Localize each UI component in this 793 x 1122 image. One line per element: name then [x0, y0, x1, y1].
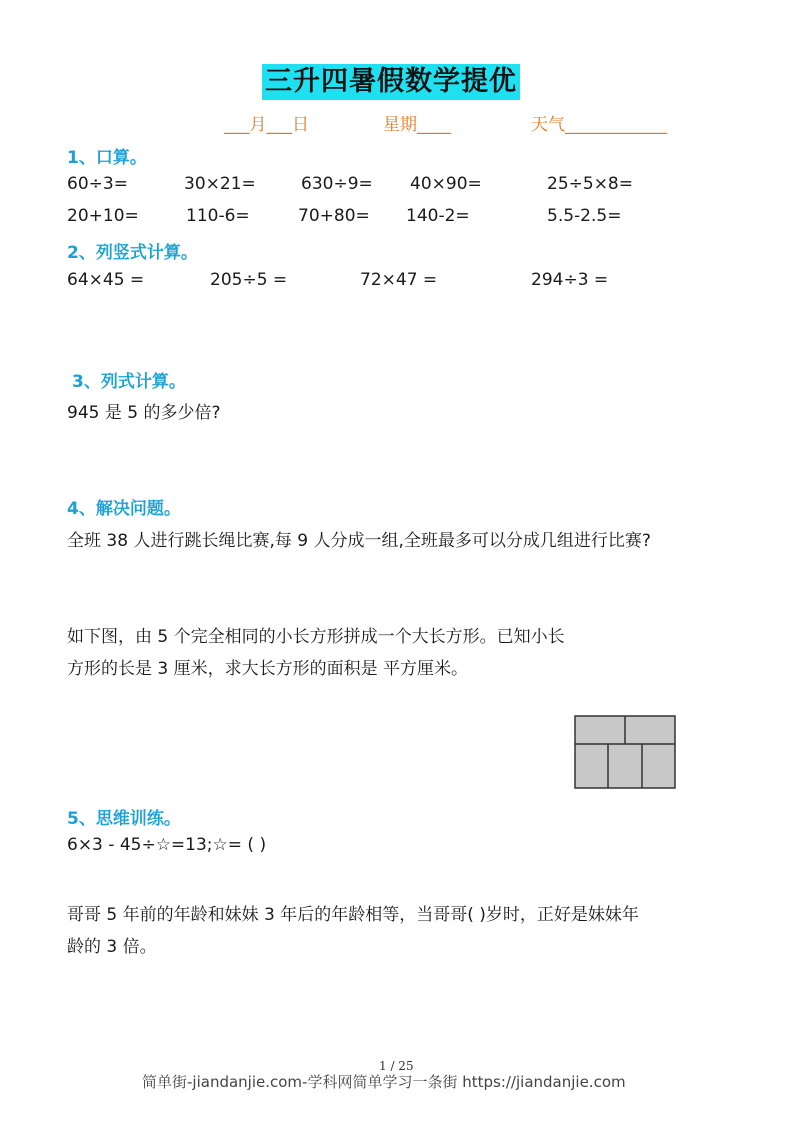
section-4-question-2-line-2: 方形的长是 3 厘米，求大长方形的面积是 平方厘米。 — [67, 659, 469, 679]
section-2-heading: 2、列竖式计算。 — [67, 243, 198, 263]
vertical-calc-item: 294÷3 = — [531, 270, 609, 290]
date-field: ___月___日 — [224, 115, 309, 135]
weekday-field: 星期____ — [383, 115, 451, 135]
weather-field: 天气____________ — [531, 115, 667, 135]
oral-calc-item: 5.5-2.5= — [547, 206, 622, 226]
vertical-calc-item: 64×45 = — [67, 270, 145, 290]
oral-calc-item: 40×90= — [410, 174, 482, 194]
oral-calc-item: 110-6= — [186, 206, 250, 226]
oral-calc-item: 20+10= — [67, 206, 139, 226]
section-5-heading: 5、思维训练。 — [67, 809, 181, 829]
section-4-question-2-line-1: 如下图，由 5 个完全相同的小长方形拼成一个大长方形。已知小长 — [67, 627, 565, 647]
oral-calc-item: 60÷3= — [67, 174, 128, 194]
section-1-heading: 1、口算。 — [67, 148, 147, 168]
vertical-calc-item: 72×47 = — [360, 270, 438, 290]
rectangles-figure — [574, 715, 676, 789]
section-4-heading: 4、解决问题。 — [67, 499, 181, 519]
section-5-question-1: 6×3 - 45÷☆=13;☆= ( ) — [67, 835, 267, 855]
section-3-question: 945 是 5 的多少倍? — [67, 403, 221, 423]
oral-calc-item: 630÷9= — [301, 174, 373, 194]
vertical-calc-item: 205÷5 = — [210, 270, 288, 290]
page-number: 1 / 25 — [379, 1059, 414, 1073]
oral-calc-item: 25÷5×8= — [547, 174, 633, 194]
section-5-question-2-line-2: 龄的 3 倍。 — [67, 937, 157, 957]
page-title: 三升四暑假数学提优 — [262, 64, 520, 100]
section-3-heading: 3、列式计算。 — [72, 372, 186, 392]
oral-calc-item: 70+80= — [298, 206, 370, 226]
oral-calc-item: 140-2= — [406, 206, 470, 226]
footer-website: 简单街-jiandanjie.com-学科网简单学习一条街 https://jiandanjie.com — [142, 1073, 626, 1091]
oral-calc-item: 30×21= — [184, 174, 256, 194]
section-4-question-1: 全班 38 人进行跳长绳比赛,每 9 人分成一组,全班最多可以分成几组进行比赛? — [67, 531, 651, 551]
section-5-question-2-line-1: 哥哥 5 年前的年龄和妹妹 3 年后的年龄相等，当哥哥( )岁时，正好是妹妹年 — [67, 905, 639, 925]
